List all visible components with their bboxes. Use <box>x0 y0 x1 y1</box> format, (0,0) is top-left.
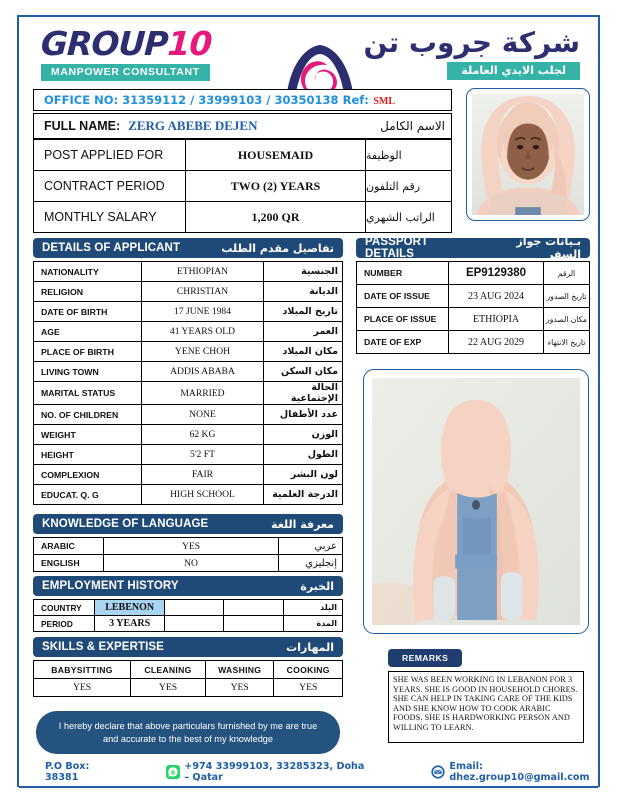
skill-value: YES <box>34 679 131 697</box>
table-row <box>357 331 590 354</box>
footer-divider <box>19 786 598 788</box>
office-number-text: OFFICE NO: 31359112 / 33999103 / 30350138 <box>44 93 339 107</box>
detail-value: CHRISTIAN <box>142 282 264 302</box>
table-row <box>34 555 343 572</box>
passport-label: DATE OF ISSUE <box>357 285 449 308</box>
document-header <box>19 17 598 89</box>
detail-value: ETHIOPIAN <box>142 262 264 282</box>
employment-empty-cell <box>164 616 223 632</box>
employment-label: COUNTRY <box>34 600 95 616</box>
email-text: Email: dhez.group10@gmail.com <box>449 761 590 783</box>
employment-arabic: المدة <box>283 616 342 632</box>
passport-value: EP9129380 <box>449 262 544 285</box>
table-row <box>34 538 343 555</box>
skills-table <box>33 660 343 697</box>
detail-arabic: لون البشر <box>264 465 343 485</box>
detail-value: ADDIS ABABA <box>142 362 264 382</box>
applicant-headshot-photo <box>472 94 584 215</box>
table-row <box>34 445 343 465</box>
language-arabic: عربي <box>279 538 343 555</box>
language-title-ar: معرفة اللغة <box>271 517 334 531</box>
detail-value: 62 KG <box>142 425 264 445</box>
detail-label: LIVING TOWN <box>34 362 142 382</box>
passport-label: NUMBER <box>357 262 449 285</box>
table-row <box>34 342 343 362</box>
detail-arabic: مكان الميلاد <box>264 342 343 362</box>
details-section-header <box>33 238 343 258</box>
table-row <box>357 262 590 285</box>
language-value: NO <box>104 555 279 572</box>
table-row <box>357 285 590 308</box>
table-row <box>34 262 343 282</box>
table-row <box>33 140 452 171</box>
logo-wordmark <box>40 24 252 63</box>
skill-header: COOKING <box>274 661 343 679</box>
passport-table <box>356 261 590 354</box>
detail-label: AGE <box>34 322 142 342</box>
passport-details-section <box>356 235 590 354</box>
skill-header: WASHING <box>205 661 274 679</box>
details-of-applicant-section <box>33 238 343 505</box>
language-title-en: KNOWLEDGE OF LANGUAGE <box>42 518 209 530</box>
passport-arabic: مكان الصدور <box>544 308 590 331</box>
passport-value: 22 AUG 2029 <box>449 331 544 354</box>
detail-label: NATIONALITY <box>34 262 142 282</box>
passport-title-ar: بـيانات جواز السفر <box>516 235 581 261</box>
passport-label: PLACE OF ISSUE <box>357 308 449 331</box>
detail-label: MARITAL STATUS <box>34 382 142 405</box>
full-name-row <box>33 113 452 140</box>
table-row <box>34 302 343 322</box>
passport-label: DATE OF EXP <box>357 331 449 354</box>
table-row <box>357 308 590 331</box>
passport-arabic: تاريخ الانتهاء <box>544 331 590 354</box>
detail-arabic: عدد الأطفال <box>264 405 343 425</box>
detail-value: 17 JUNE 1984 <box>142 302 264 322</box>
applicant-summary-table <box>33 113 452 233</box>
table-row <box>34 616 343 632</box>
logo-accent-text: 10 <box>166 24 213 63</box>
monthly-salary-value: 1,200 QR <box>186 202 366 232</box>
detail-arabic: الحالة الإجتماعية <box>264 382 343 405</box>
detail-value: 41 YEARS OLD <box>142 322 264 342</box>
detail-arabic: الطول <box>264 445 343 465</box>
language-label: ENGLISH <box>34 555 104 572</box>
document-footer <box>19 758 598 786</box>
applicant-headshot-frame <box>466 88 590 221</box>
reference-label: Ref: <box>342 93 369 107</box>
detail-label: DATE OF BIRTH <box>34 302 142 322</box>
table-row <box>34 405 343 425</box>
detail-arabic: مكان السكن <box>264 362 343 382</box>
detail-arabic: الدرجة العلمية <box>264 485 343 505</box>
detail-arabic: العمر <box>264 322 343 342</box>
table-row <box>34 282 343 302</box>
detail-value: HIGH SCHOOL <box>142 485 264 505</box>
details-title-ar: تفاصيل مقدم الطلب <box>221 241 334 255</box>
contract-period-value: TWO (2) YEARS <box>186 171 366 201</box>
skill-value: YES <box>205 679 274 697</box>
company-logo <box>40 24 251 81</box>
full-name-label: FULL NAME: <box>44 119 121 133</box>
table-row <box>34 679 343 697</box>
passport-arabic: الرقم <box>544 262 590 285</box>
arabic-brand-title: شركة جروب تن <box>363 26 580 59</box>
detail-value: 5'2 FT <box>142 445 264 465</box>
employment-value: 3 YEARS <box>95 616 165 632</box>
detail-arabic: الجنسية <box>264 262 343 282</box>
passport-value: 23 AUG 2024 <box>449 285 544 308</box>
language-section-header <box>33 514 343 534</box>
svg-text:B: B <box>171 770 176 777</box>
detail-label: HEIGHT <box>34 445 142 465</box>
arabic-brand-tagline: لجلب الايدي العاملة <box>447 62 580 80</box>
full-name-value: ZERG ABEBE DEJEN <box>128 118 258 133</box>
language-arabic: إنجليزي <box>279 555 343 572</box>
applicant-fullbody-frame <box>363 369 589 634</box>
details-title-en: DETAILS OF APPLICANT <box>42 242 181 254</box>
phone-item <box>166 761 371 783</box>
detail-label: NO. OF CHILDREN <box>34 405 142 425</box>
detail-arabic: الوزن <box>264 425 343 445</box>
table-row <box>34 362 343 382</box>
monthly-salary-label: MONTHLY SALARY <box>34 202 186 232</box>
phone-text: +974 33999103, 33285323, Doha – Qatar <box>184 761 365 783</box>
employment-title-ar: الخبرة <box>300 579 334 593</box>
logo-main-text: GROUP <box>40 24 169 63</box>
table-row <box>33 171 452 202</box>
passport-section-header <box>356 235 590 261</box>
detail-label: PLACE OF BIRTH <box>34 342 142 362</box>
full-name-arabic-label: الاسم الكامل <box>380 119 445 133</box>
language-label: ARABIC <box>34 538 104 555</box>
post-applied-arabic: الوظيفة <box>366 148 402 162</box>
reference-field <box>343 91 395 109</box>
monthly-salary-arabic: الراتب الشهري <box>366 210 435 224</box>
declaration-text: I hereby declare that above particulars furnished by me are true and accurate to the best of my knowledge <box>58 720 318 744</box>
remarks-badge: REMARKS <box>388 649 462 667</box>
skills-section <box>33 637 343 697</box>
employment-table <box>33 599 343 632</box>
employment-history-section <box>33 576 343 632</box>
detail-arabic: تاريخ الميلاد <box>264 302 343 322</box>
table-row <box>34 600 343 616</box>
language-section <box>33 514 343 572</box>
details-table <box>33 261 343 505</box>
detail-value: FAIR <box>142 465 264 485</box>
table-row <box>33 202 452 233</box>
table-row <box>34 382 343 405</box>
employment-arabic: البلد <box>283 600 342 616</box>
remarks-text: SHE WAS BEEN WORKING IN LEBANON FOR 3 YEARS. SHE IS GOOD IN HOUSEHOLD CHORES. SHE CAN HELP IN TAKING CARE OF THE KIDS AND SHE KNOW HOW TO COOK ARABIC FOODS. SHE IS HARDWORKING PERSON AND WILLING TO LEARN. <box>393 675 578 732</box>
detail-value: MARRIED <box>142 382 264 405</box>
logo-tagline: MANPOWER CONSULTANT <box>41 64 210 81</box>
applicant-full-body-photo <box>372 378 580 625</box>
skills-title-en: SKILLS & EXPERTISE <box>42 641 164 653</box>
language-value: YES <box>104 538 279 555</box>
skill-header: CLEANING <box>131 661 206 679</box>
employment-title-en: EMPLOYMENT HISTORY <box>42 580 179 592</box>
employment-empty-cell <box>164 600 223 616</box>
detail-label: COMPLEXION <box>34 465 142 485</box>
whatsapp-icon <box>166 765 180 779</box>
employment-label: PERIOD <box>34 616 95 632</box>
email-item <box>431 761 598 783</box>
email-icon <box>431 765 445 779</box>
detail-arabic: الديانة <box>264 282 343 302</box>
contract-period-arabic: رقم التلفون <box>366 179 421 193</box>
detail-label: RELIGION <box>34 282 142 302</box>
detail-value: YENE CHOH <box>142 342 264 362</box>
table-row <box>34 425 343 445</box>
employment-empty-cell <box>224 600 283 616</box>
table-row <box>34 485 343 505</box>
reference-value: SML <box>373 96 395 107</box>
detail-value: NONE <box>142 405 264 425</box>
skill-header: BABYSITTING <box>34 661 131 679</box>
post-applied-value: HOUSEMAID <box>186 140 366 170</box>
skill-value: YES <box>131 679 206 697</box>
employment-value: LEBENON <box>95 600 165 616</box>
skills-title-ar: المهارات <box>286 640 334 654</box>
arabic-brand-block <box>320 27 580 80</box>
remarks-box <box>388 671 584 743</box>
contract-period-label: CONTRACT PERIOD <box>34 171 186 201</box>
post-applied-label: POST APPLIED FOR <box>34 140 186 170</box>
detail-label: WEIGHT <box>34 425 142 445</box>
employment-empty-cell <box>224 616 283 632</box>
po-box-text: P.O Box: 38381 <box>45 761 90 783</box>
po-box-item <box>45 761 114 783</box>
office-number-bar <box>33 89 452 111</box>
table-row <box>34 465 343 485</box>
employment-section-header <box>33 576 343 596</box>
declaration-box <box>36 711 340 754</box>
passport-value: ETHIOPIA <box>449 308 544 331</box>
passport-title-en: PASSPORT DETAILS <box>365 236 429 260</box>
language-table <box>33 537 343 572</box>
skill-value: YES <box>274 679 343 697</box>
detail-label: EDUCAT. Q. G <box>34 485 142 505</box>
skills-section-header <box>33 637 343 657</box>
table-row <box>34 661 343 679</box>
passport-arabic: تاريخ الصدور <box>544 285 590 308</box>
table-row <box>34 322 343 342</box>
